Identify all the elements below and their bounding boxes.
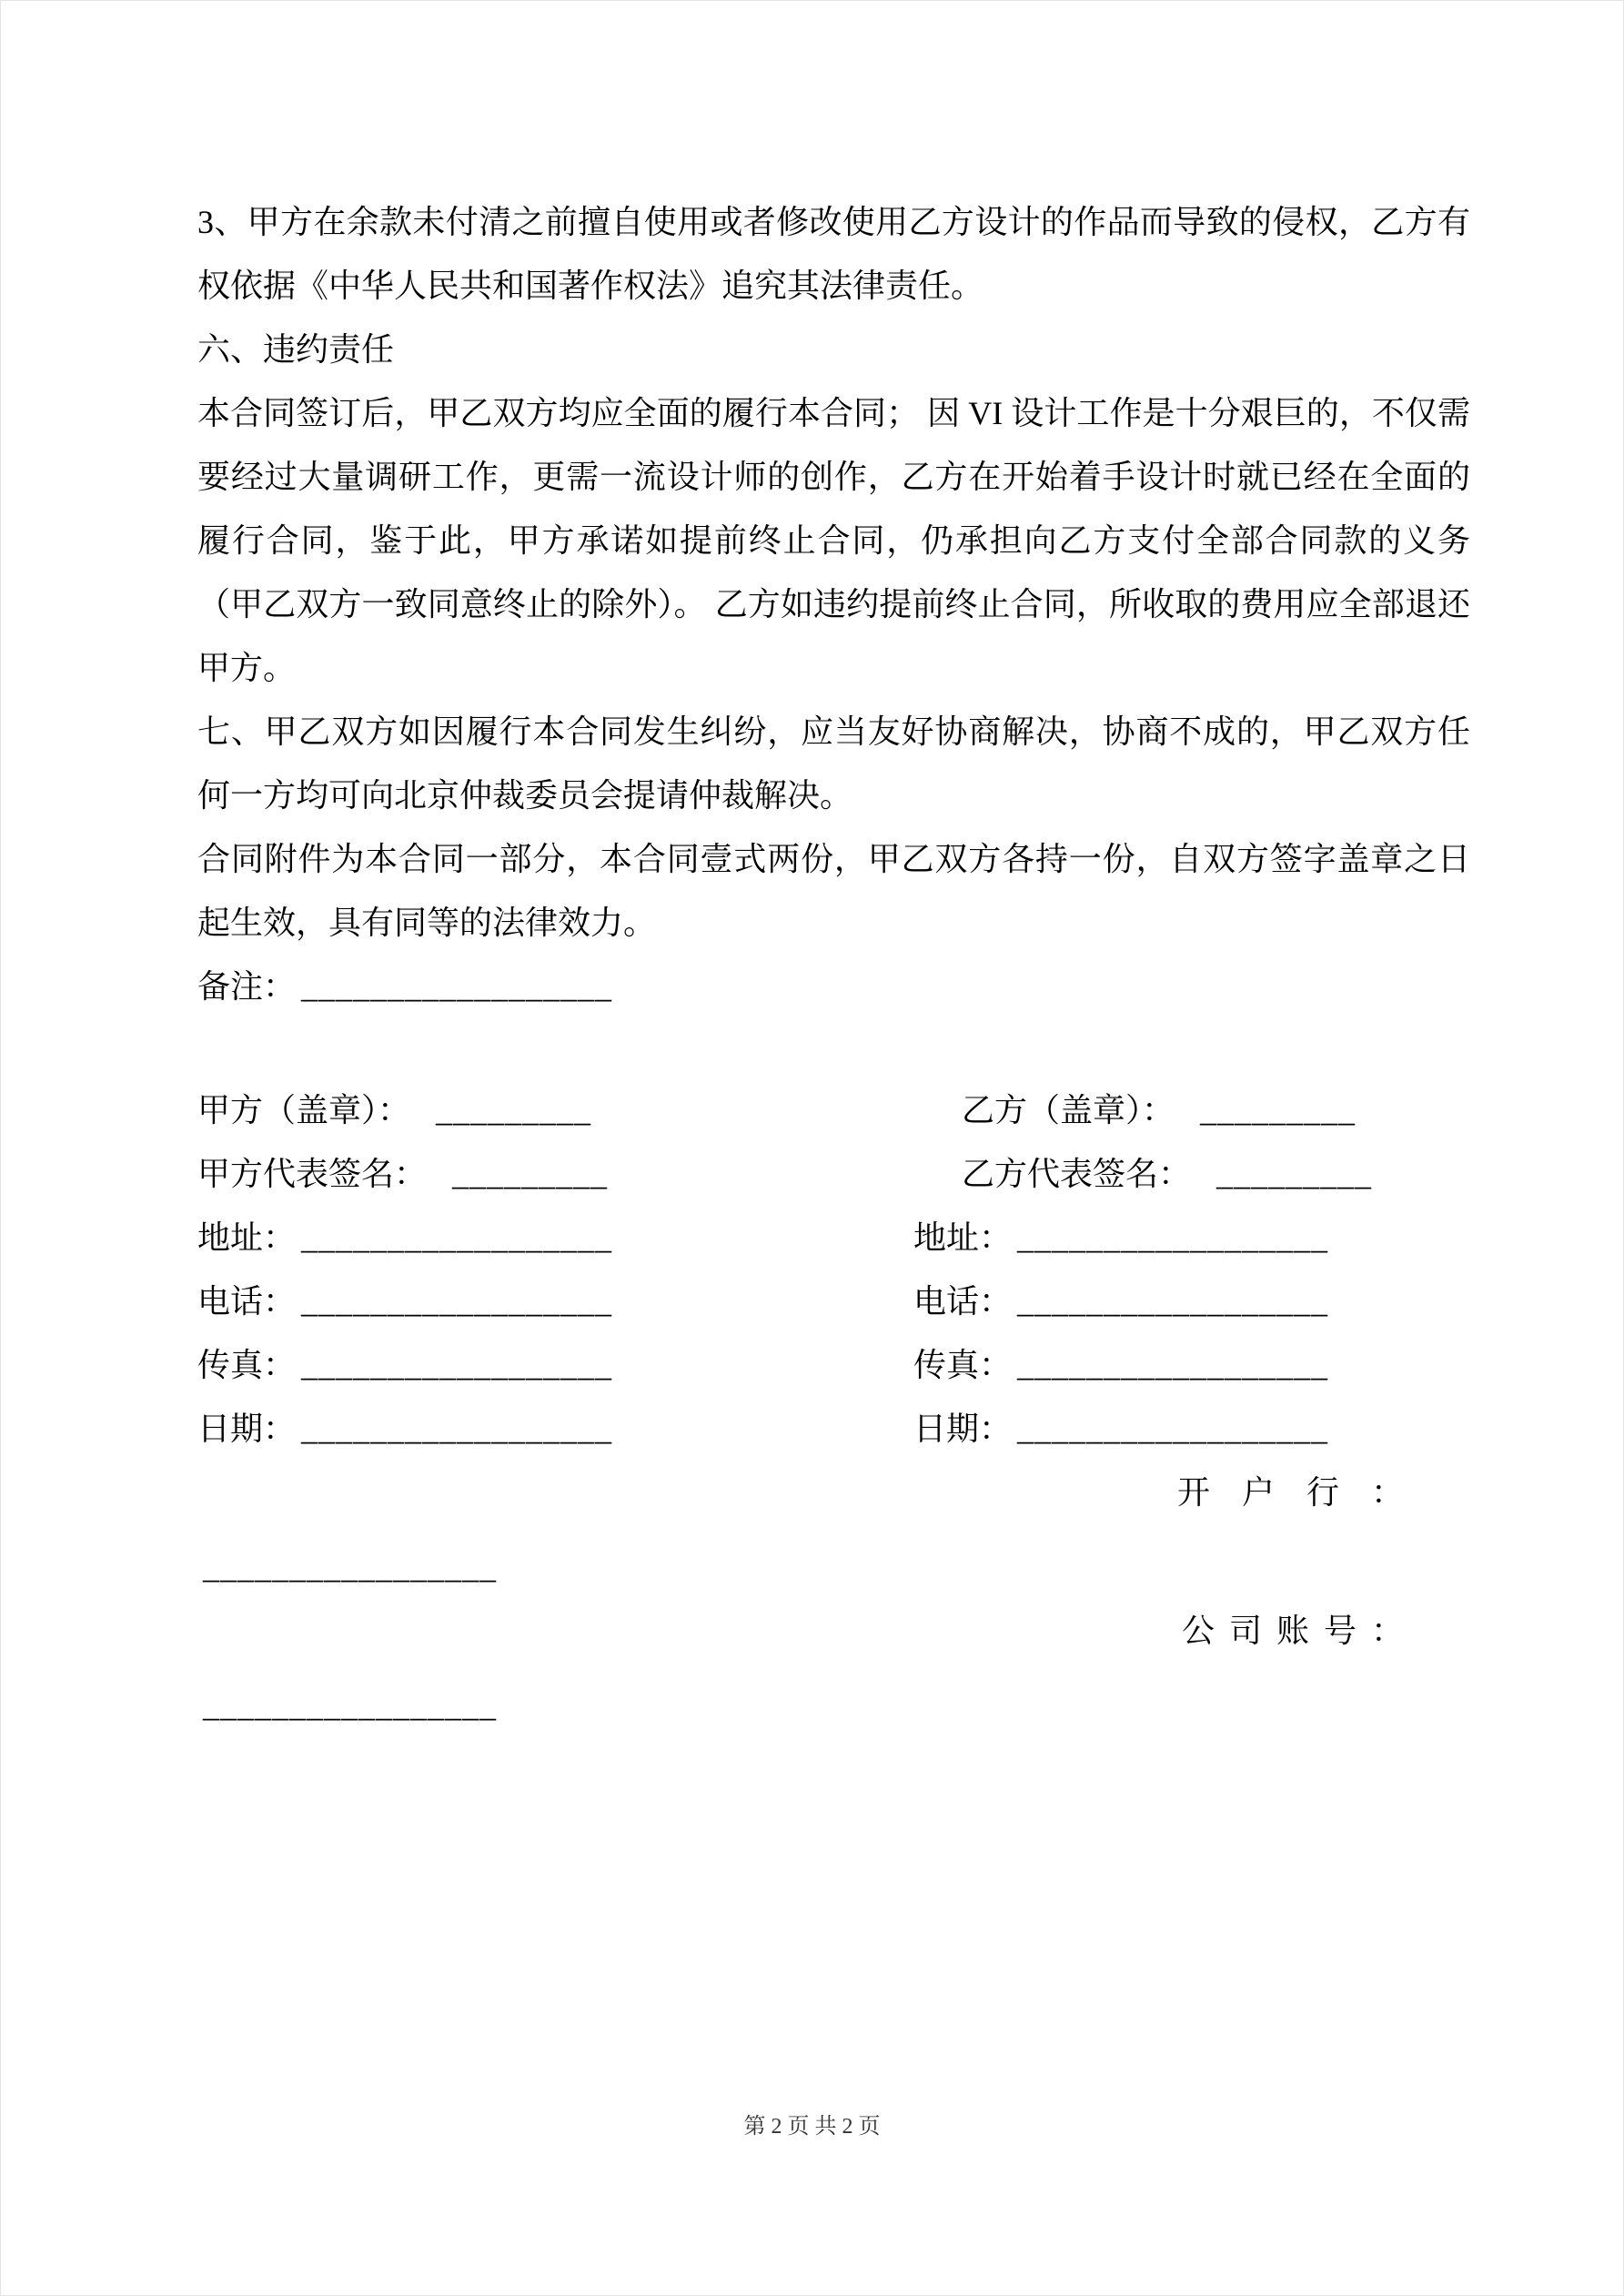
bank-name-blank-row xyxy=(197,1535,1470,1599)
section-6-body: 本合同签订后，甲乙双方均应全面的履行本合同； 因 VI 设计工作是十分艰巨的，不仅需要经过大量调研工作，更需一流设计师的创作，乙方在开始着手设计时就已经在全面的履行合同，鉴于此，甲方承诺如提前终止合同，仍承担向乙方支付全部合同款的义务（甲乙双方一致同意终止的除外）。 乙方如违约提前终止合同，所收取的费用应全部退还甲方。 xyxy=(197,395,1470,686)
remark-line xyxy=(197,955,1470,1018)
party-b-address-label: 地址： xyxy=(913,1219,1013,1256)
remark-label: 备注： xyxy=(197,968,297,1005)
party-a-address-cell xyxy=(197,1206,913,1269)
party-b-rep-blank: _________ xyxy=(1216,1156,1373,1192)
party-a-phone-blank: __________________ xyxy=(301,1283,613,1320)
account-number-blank: _________________ xyxy=(203,1687,497,1724)
party-b-phone-cell xyxy=(913,1269,1470,1333)
party-b-rep-cell xyxy=(913,1142,1470,1206)
party-a-rep-cell xyxy=(197,1142,913,1206)
party-b-fax-cell xyxy=(913,1333,1470,1397)
party-b-address-cell xyxy=(913,1206,1470,1269)
signature-row-fax xyxy=(197,1333,1470,1397)
party-b-date-cell xyxy=(913,1397,1470,1461)
signature-row-date xyxy=(197,1397,1470,1461)
bank-info-block xyxy=(197,1461,1470,1737)
account-number-label: 公 司 账 号 ： xyxy=(1181,1613,1404,1649)
party-b-date-blank: __________________ xyxy=(1017,1411,1329,1447)
party-b-fax-label: 传真： xyxy=(913,1347,1013,1383)
party-b-phone-blank: __________________ xyxy=(1017,1283,1329,1320)
party-a-seal-cell xyxy=(197,1078,913,1142)
party-a-seal-blank: _________ xyxy=(436,1092,592,1128)
party-a-fax-label: 传真： xyxy=(197,1347,297,1383)
party-b-phone-label: 电话： xyxy=(913,1283,1013,1320)
party-b-seal-cell xyxy=(913,1078,1470,1142)
party-a-seal-label: 甲方（盖章）： xyxy=(197,1092,411,1128)
section-6-heading: 六、违约责任 xyxy=(197,331,395,368)
remark-blank-line: __________________ xyxy=(301,968,613,1005)
bank-name-row xyxy=(197,1461,1470,1524)
signature-block xyxy=(197,1078,1470,1461)
party-a-rep-label: 甲方代表签名： xyxy=(197,1156,428,1192)
bank-name-label: 开 户 行 ： xyxy=(1176,1474,1404,1511)
party-a-date-label: 日期： xyxy=(197,1411,297,1447)
section-7-clause: 七、甲乙双方如因履行本合同发生纠纷，应当友好协商解决，协商不成的，甲乙双方任何一方均可向北京仲裁委员会提请仲裁解决。 xyxy=(197,713,1470,814)
party-a-fax-blank: __________________ xyxy=(301,1347,613,1383)
party-a-phone-label: 电话： xyxy=(197,1283,297,1320)
party-b-seal-label: 乙方（盖章）： xyxy=(962,1092,1175,1128)
account-number-blank-row xyxy=(197,1674,1470,1737)
clause-5-3: 3、甲方在余款未付清之前擅自使用或者修改使用乙方设计的作品而导致的侵权，乙方有权依据《中华人民共和国著作权法》追究其法律责任。 xyxy=(197,204,1470,304)
contract-body xyxy=(197,190,1470,1737)
signature-row-phone xyxy=(197,1269,1470,1333)
party-b-seal-blank: _________ xyxy=(1200,1092,1357,1128)
party-b-rep-label: 乙方代表签名： xyxy=(962,1156,1192,1192)
bank-name-blank: _________________ xyxy=(203,1549,497,1585)
attachment-clause: 合同附件为本合同一部分，本合同壹式两份，甲乙双方各持一份，自双方签字盖章之日起生效，具有同等的法律效力。 xyxy=(197,841,1470,941)
signature-row-seal xyxy=(197,1078,1470,1142)
party-a-address-label: 地址： xyxy=(197,1219,297,1256)
party-a-date-blank: __________________ xyxy=(301,1411,613,1447)
account-number-row xyxy=(197,1599,1470,1663)
party-b-address-blank: __________________ xyxy=(1017,1219,1329,1256)
page-footer xyxy=(1,2109,1623,2145)
signature-row-address xyxy=(197,1206,1470,1269)
party-b-date-label: 日期： xyxy=(913,1411,1013,1447)
page-number: 第 2 页 共 2 页 xyxy=(743,2115,881,2139)
party-a-address-blank: __________________ xyxy=(301,1219,613,1256)
party-a-phone-cell xyxy=(197,1269,913,1333)
party-a-rep-blank: _________ xyxy=(452,1156,609,1192)
party-b-fax-blank: __________________ xyxy=(1017,1347,1329,1383)
party-a-fax-cell xyxy=(197,1333,913,1397)
signature-row-representative xyxy=(197,1142,1470,1206)
party-a-date-cell xyxy=(197,1397,913,1461)
